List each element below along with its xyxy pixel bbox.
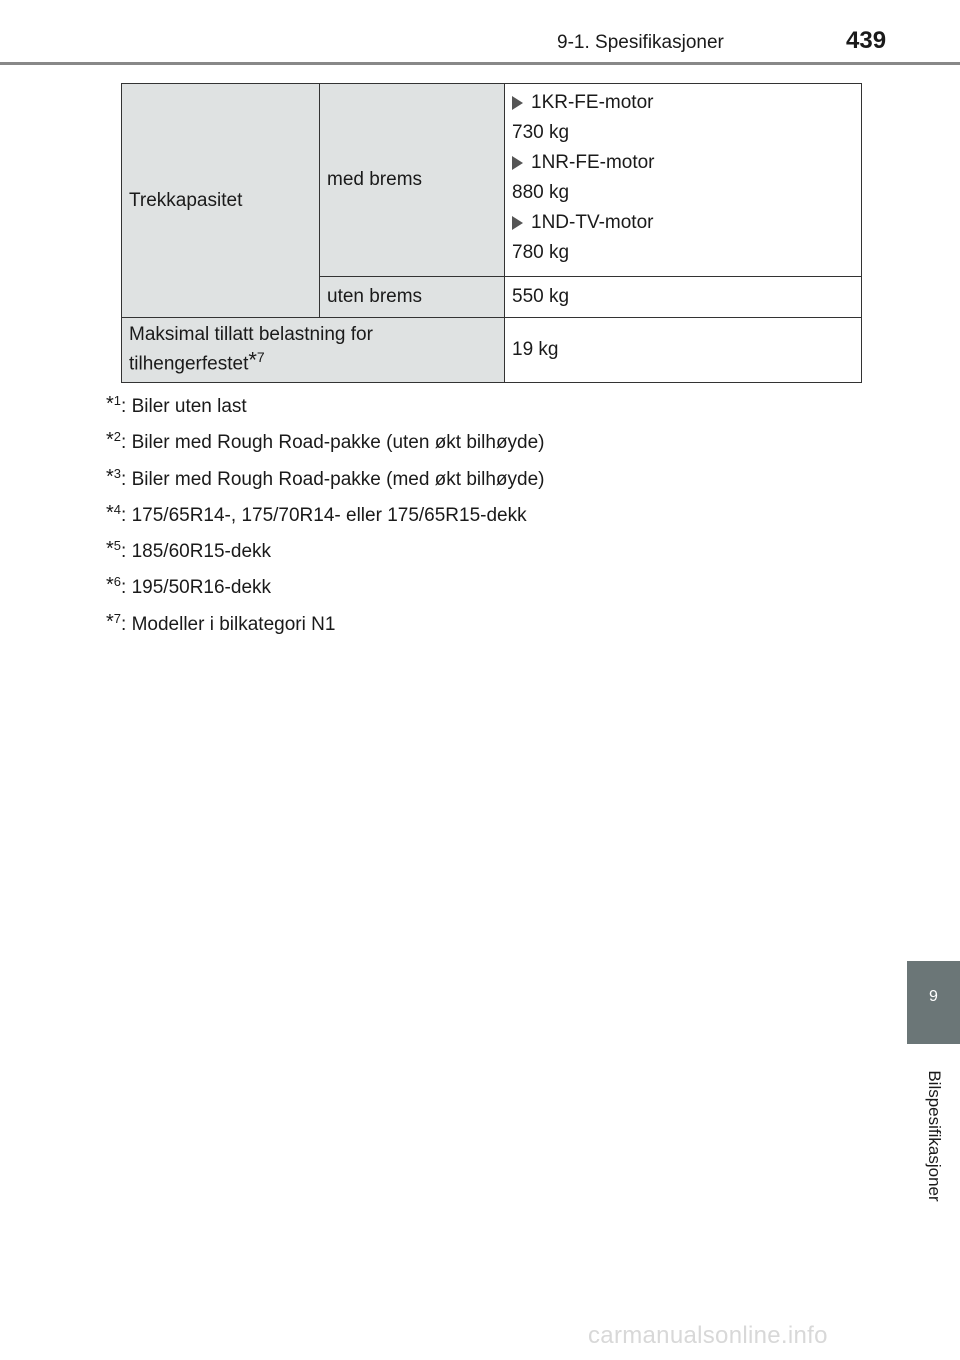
footnote <box>106 463 545 499</box>
footnote-text: : Biler med Rough Road-pakke (uten økt bilhøyde) <box>121 432 545 454</box>
footnote <box>106 608 545 644</box>
page-number: 439 <box>846 27 887 54</box>
max-load-label-cell <box>122 318 505 383</box>
triangle-right-icon <box>512 96 523 110</box>
footnote-list <box>106 390 545 644</box>
asterisk-icon: * <box>248 347 257 373</box>
towing-capacity-label-cell <box>122 84 320 318</box>
engine-name: 1ND-TV-motor <box>531 212 654 233</box>
asterisk-icon: * <box>106 538 114 561</box>
towing-capacity-label: Trekkapasitet <box>129 189 243 211</box>
with-brakes-values-cell <box>505 84 862 277</box>
chapter-tab <box>907 961 960 1044</box>
max-load-value-cell <box>505 318 862 383</box>
chapter-label: Bilspesifikasjoner <box>925 1070 944 1202</box>
with-brakes-label: med brems <box>327 169 423 190</box>
without-brakes-value-cell <box>505 277 862 318</box>
footnote-text: : Biler med Rough Road-pakke (med økt bilhøyde) <box>121 468 545 490</box>
asterisk-icon: * <box>106 393 114 415</box>
watermark: carmanualsonline.info <box>588 1322 828 1349</box>
footnote-number: 4 <box>113 501 122 517</box>
triangle-right-icon <box>512 156 523 170</box>
footnote-number: 7 <box>113 610 122 626</box>
engine-value: 780 kg <box>512 242 570 263</box>
engine-name: 1KR-FE-motor <box>531 92 654 113</box>
asterisk-icon: * <box>106 610 114 633</box>
footnote-text: : 195/50R16-dekk <box>121 577 272 599</box>
footnote <box>106 390 545 426</box>
table-row <box>122 84 862 277</box>
engine-name: 1NR-FE-motor <box>531 152 655 173</box>
header-divider <box>0 62 960 65</box>
footnote <box>106 535 545 571</box>
footnote-number: 1 <box>113 393 122 408</box>
asterisk-icon: * <box>106 501 114 524</box>
max-load-value: 19 kg <box>512 339 559 360</box>
with-brakes-label-cell <box>320 84 505 277</box>
without-brakes-label: uten brems <box>327 286 423 307</box>
engine-value: 730 kg <box>512 122 570 143</box>
footnote-number: 3 <box>113 465 122 481</box>
towing-capacity-table <box>121 83 862 383</box>
footnote-text: : Modeller i bilkategori N1 <box>121 613 336 635</box>
engine-item <box>512 148 854 178</box>
footnote-number: 5 <box>113 538 122 554</box>
footnote <box>106 426 545 462</box>
engine-item <box>512 88 854 118</box>
footnote-text: : 175/65R14-, 175/70R14- eller 175/65R15-dekk <box>121 504 527 526</box>
asterisk-icon: * <box>106 465 114 488</box>
table-row <box>122 318 862 383</box>
triangle-right-icon <box>512 216 523 230</box>
footnote-number: 6 <box>113 574 122 590</box>
without-brakes-value: 550 kg <box>512 286 570 307</box>
footnote-text: : 185/60R15-dekk <box>121 541 272 563</box>
note-ref: 7 <box>256 349 265 366</box>
without-brakes-label-cell <box>320 277 505 318</box>
footnote <box>106 571 545 607</box>
max-load-label-line1: Maksimal tillatt belastning for <box>129 324 373 346</box>
chapter-number: 9 <box>929 988 938 1005</box>
asterisk-icon: * <box>106 429 114 452</box>
engine-item <box>512 208 854 238</box>
footnote-text: : Biler uten last <box>121 396 247 417</box>
footnote-number: 2 <box>113 429 122 445</box>
section-title: 9-1. Spesifikasjoner <box>557 32 724 53</box>
engine-value: 880 kg <box>512 182 570 203</box>
asterisk-icon: * <box>106 574 114 597</box>
footnote <box>106 499 545 535</box>
max-load-label-line2: tilhengerfestet <box>129 353 249 375</box>
